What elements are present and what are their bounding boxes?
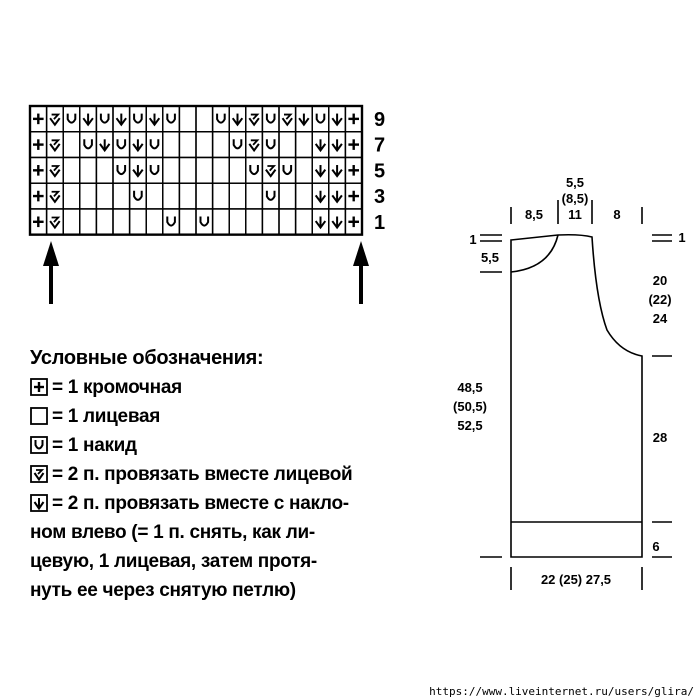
legend-items: [30, 373, 450, 518]
chart-cell: [312, 183, 329, 209]
chart-cell: [30, 157, 47, 183]
legend-item: [30, 460, 450, 489]
chart-cell: [80, 157, 97, 183]
chart-cell: [30, 132, 47, 158]
chart-cell: [63, 209, 80, 235]
chart-cell: [196, 209, 213, 235]
chart-cell: [329, 157, 346, 183]
chart-cell: [130, 106, 147, 132]
chart-cell: [279, 183, 296, 209]
chart-cell: [80, 132, 97, 158]
chart-cell: [130, 183, 147, 209]
chart-cell: [312, 157, 329, 183]
chart-cell: [80, 106, 97, 132]
chart-cell: [47, 183, 64, 209]
chart-cell: [196, 106, 213, 132]
left-shoulder-label: 8,5: [524, 207, 544, 222]
row-numbers: [374, 109, 385, 234]
chart-cell: [163, 106, 180, 132]
start-arrow-left: [43, 241, 59, 304]
chart-cell: [213, 132, 230, 158]
chart-cell: [130, 209, 147, 235]
chart-cell: [229, 132, 246, 158]
chart-cell: [345, 209, 362, 235]
row-number: 3: [374, 186, 386, 209]
chart-cell: [47, 106, 64, 132]
chart-cell: [213, 106, 230, 132]
legend-item: [30, 402, 450, 431]
chart-cell: [345, 183, 362, 209]
chart-cell: [246, 183, 263, 209]
chart-cell: [345, 106, 362, 132]
chart-cell: [146, 157, 163, 183]
chart-cell: [296, 106, 313, 132]
right-slope-label: 1: [678, 230, 686, 245]
chart-cell: [279, 209, 296, 235]
body-outline: [511, 235, 642, 557]
neck-depth-label: 5,5: [480, 250, 500, 265]
chart-cell: [179, 106, 196, 132]
chart-cell: [279, 106, 296, 132]
chart-cell: [262, 132, 279, 158]
chart-cell: [246, 132, 263, 158]
row-number: 7: [374, 134, 386, 157]
chart-cell: [163, 132, 180, 158]
chart-cell: [30, 209, 47, 235]
length-label-2: (50,5): [453, 399, 487, 414]
chart-cell: [213, 157, 230, 183]
chart-cell: [329, 183, 346, 209]
chart-cell: [146, 106, 163, 132]
chart-cell: [179, 183, 196, 209]
row-number: 9: [374, 108, 386, 131]
+-symbol-icon: [30, 378, 48, 396]
chart-cell: [262, 209, 279, 235]
chart-cell: [262, 106, 279, 132]
chart-cell: [146, 132, 163, 158]
row-number: 1: [374, 211, 386, 234]
chart-cell: [47, 132, 64, 158]
side-length-label: 28: [652, 430, 668, 445]
neckline: [511, 235, 558, 272]
chart-cell: [146, 183, 163, 209]
chart-cell: [196, 132, 213, 158]
width-label: 22 (25) 27,5: [540, 572, 612, 587]
chart-cell: [312, 106, 329, 132]
legend-continuation-3: нуть ее через снятую петлю): [30, 580, 296, 601]
chart-cell: [179, 157, 196, 183]
legend-title: Условные обозначения:: [30, 347, 264, 369]
chart-cell: [179, 209, 196, 235]
armhole-label: 20: [652, 273, 668, 288]
chart-cell: [163, 157, 180, 183]
right-shoulder-label: 8: [613, 207, 621, 222]
chart-cell: [47, 209, 64, 235]
legend-item: [30, 431, 450, 460]
chart-cell: [146, 209, 163, 235]
schematic-labels: [453, 175, 686, 587]
legend-item-text: = 1 лицевая: [52, 406, 161, 427]
chart-cell: [262, 183, 279, 209]
chart-cell: [113, 183, 130, 209]
chart-cell: [80, 209, 97, 235]
chart-cell: [96, 106, 113, 132]
chart-cell: [196, 157, 213, 183]
garment-schematic: [480, 200, 672, 590]
chart-cell: [96, 132, 113, 158]
chart-cell: [113, 106, 130, 132]
chart-cell: [213, 183, 230, 209]
chart-cell: [246, 157, 263, 183]
start-arrow-right: [353, 241, 369, 304]
chart-cell: [345, 157, 362, 183]
chart-cell: [229, 183, 246, 209]
length-label-3: 52,5: [457, 418, 483, 433]
chart-cell: [130, 132, 147, 158]
row-number: 5: [374, 160, 386, 183]
legend-item: [30, 373, 450, 402]
yo-symbol-icon: [30, 436, 48, 454]
watermark-url: https://www.liveinternet.ru/users/glira/: [429, 685, 694, 698]
chart-cell: [213, 209, 230, 235]
chart-cell: [229, 209, 246, 235]
chart-cell: [345, 132, 362, 158]
neck-width-label: 5,5: [565, 175, 585, 190]
chart-cell: [229, 106, 246, 132]
chart-cell: [312, 132, 329, 158]
legend: [30, 344, 450, 605]
legend-item-text: = 1 кромочная: [52, 377, 182, 398]
chart-cell: [63, 157, 80, 183]
skp-symbol-icon: [30, 494, 48, 512]
neck-width-label-3: 11: [568, 207, 582, 222]
chart-cell: [279, 132, 296, 158]
k2tog-symbol-icon: [30, 465, 48, 483]
armhole-label-2: (22): [648, 292, 672, 307]
chart-cell: [329, 132, 346, 158]
chart-cell: [229, 157, 246, 183]
chart-cell: [63, 132, 80, 158]
rib-height-label: 6: [652, 539, 660, 554]
legend-continuation-2: цевую, 1 лицевая, затем протя-: [30, 551, 317, 572]
legend-item: [30, 489, 450, 518]
chart-cell: [246, 209, 263, 235]
legend-continuation-1: ном влево (= 1 п. снять, как ли-: [30, 522, 315, 543]
chart-cell: [30, 183, 47, 209]
chart-cell: [113, 157, 130, 183]
chart-cell: [279, 157, 296, 183]
left-slope-label: 1: [469, 232, 477, 247]
legend-item-text: = 2 п. провязать вместе лицевой: [52, 464, 353, 485]
chart-cell: [113, 209, 130, 235]
chart-cell: [296, 209, 313, 235]
chart-cell: [312, 209, 329, 235]
legend-item-text: = 2 п. провязать вместе с накло-: [52, 493, 349, 514]
chart-cell: [63, 183, 80, 209]
chart-cell: [47, 157, 64, 183]
chart-cell: [113, 132, 130, 158]
chart-cell: [63, 106, 80, 132]
chart-cell: [163, 209, 180, 235]
chart-cell: [296, 183, 313, 209]
legend-item-text: = 1 накид: [52, 435, 137, 456]
chart-cell: [246, 106, 263, 132]
chart-cell: [163, 183, 180, 209]
chart-cell: [296, 157, 313, 183]
stitch-chart: [30, 106, 362, 235]
chart-cell: [262, 157, 279, 183]
armhole-label-3: 24: [652, 311, 668, 326]
chart-cell: [296, 132, 313, 158]
chart-cell: [196, 183, 213, 209]
chart-cell: [329, 106, 346, 132]
chart-cell: [96, 157, 113, 183]
chart-cell: [30, 106, 47, 132]
chart-cell: [130, 157, 147, 183]
neck-width-label-2: (8,5): [561, 191, 589, 206]
chart-cell: [179, 132, 196, 158]
chart-cell: [96, 209, 113, 235]
chart-cell: [80, 183, 97, 209]
length-label: 48,5: [457, 380, 483, 395]
knit-symbol-icon: [30, 407, 48, 425]
chart-cell: [329, 209, 346, 235]
chart-cell: [96, 183, 113, 209]
